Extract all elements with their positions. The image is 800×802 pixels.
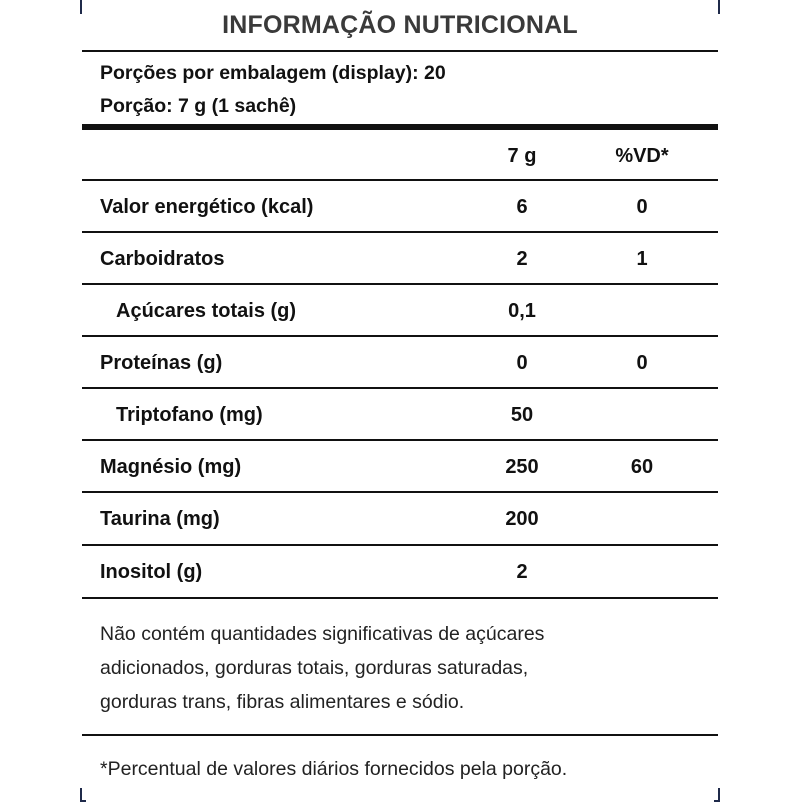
table-row: [82, 337, 718, 389]
nutrient-quantity: 50: [510, 404, 534, 426]
disclaimer-note: [100, 617, 700, 719]
nutrient-label: Inositol (g): [100, 561, 203, 583]
disclaimer-line: gorduras trans, fibras alimentares e sódio.: [100, 691, 465, 713]
nutrient-quantity: 200: [505, 508, 539, 530]
nutrient-quantity: 250: [505, 456, 539, 478]
table-row: [82, 181, 718, 233]
disclaimer-line: adicionados, gorduras totais, gorduras saturadas,: [100, 657, 529, 679]
table-row: [82, 285, 718, 337]
nutrient-quantity: 6: [516, 196, 528, 218]
table-row: [82, 546, 718, 598]
divider: [82, 597, 718, 599]
table-row: [82, 233, 718, 285]
table-row: [82, 493, 718, 545]
servings-per-package: Porções por embalagem (display): 20: [100, 62, 446, 84]
nutrient-label: Triptofano (mg): [116, 404, 263, 426]
table-row: [82, 389, 718, 441]
nutrient-daily-value: 0: [636, 352, 648, 374]
nutrient-quantity: 2: [516, 561, 528, 583]
nutrient-label: Açúcares totais (g): [116, 300, 297, 322]
divider: [82, 50, 718, 52]
nutrient-label: Proteínas (g): [100, 352, 223, 374]
nutrient-label: Magnésio (mg): [100, 456, 242, 478]
nutrient-label: Taurina (mg): [100, 508, 220, 530]
column-header-daily-value: %VD*: [615, 145, 669, 167]
serving-size: Porção: 7 g (1 sachê): [100, 95, 297, 117]
nutrient-quantity: 2: [516, 248, 528, 270]
column-header-row: [82, 130, 718, 182]
nutrient-quantity: 0,1: [508, 300, 536, 322]
nutrient-daily-value: 1: [636, 248, 648, 270]
daily-value-footnote: *Percentual de valores diários fornecidos pela porção.: [100, 758, 568, 780]
nutrient-daily-value: 60: [630, 456, 654, 478]
divider: [82, 734, 718, 736]
disclaimer-line: Não contém quantidades significativas de açúcares: [100, 623, 545, 645]
table-title: INFORMAÇÃO NUTRICIONAL: [222, 11, 578, 39]
table-row: [82, 441, 718, 493]
nutrient-daily-value: 0: [636, 196, 648, 218]
nutrient-quantity: 0: [516, 352, 528, 374]
nutrient-label: Carboidratos: [100, 248, 225, 270]
nutrient-label: Valor energético (kcal): [100, 196, 314, 218]
nutrition-facts-table: [82, 0, 718, 800]
column-header-quantity: 7 g: [507, 145, 537, 167]
